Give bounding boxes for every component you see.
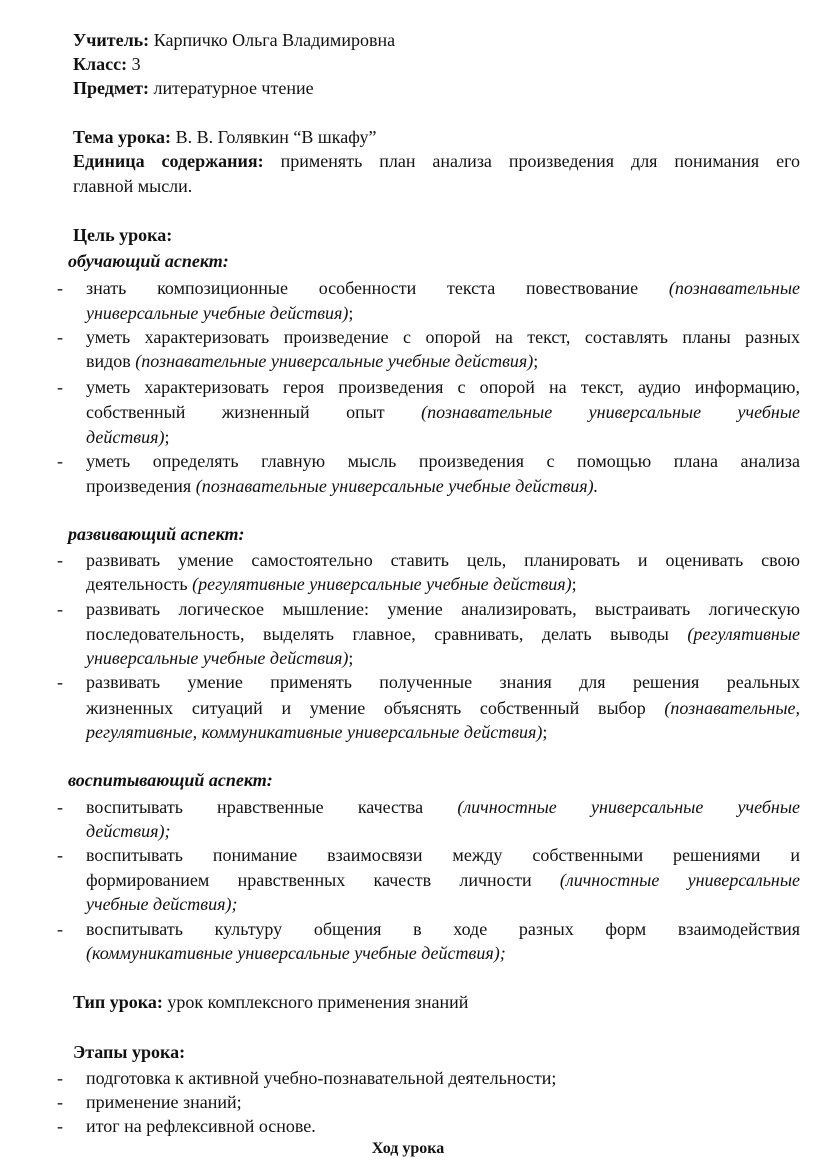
developing-item-2-category-cont: универсальные учебные действия) xyxy=(86,648,349,668)
teaching-item-4-line-2 xyxy=(86,477,598,495)
teaching-item-4-line-1: уметь определять главную мысль произведения с помощью плана анализа xyxy=(86,451,800,471)
upbringing-item-1-line-1 xyxy=(86,798,800,816)
topic-value: В. В. Голявкин “В шкафу” xyxy=(175,127,377,147)
teaching-aspect-heading: обучающий аспект: xyxy=(68,251,229,271)
content-unit-text-1: применять план анализа произведения для понимания его xyxy=(280,151,801,171)
developing-item-2-category: (регулятивные xyxy=(687,624,800,644)
teaching-item-3-text: собственный жизненный опыт xyxy=(86,402,385,422)
bullet-dash: - xyxy=(57,550,63,570)
developing-item-3-category: (познавательные, xyxy=(664,698,800,718)
developing-item-2-end: ; xyxy=(348,648,354,668)
teaching-item-2-line-2 xyxy=(86,352,538,370)
teaching-item-3-line-1: уметь характеризовать героя произведения с опорой на текст, аудио информацию, xyxy=(86,377,800,397)
teaching-item-2-line-1: уметь характеризовать произведение с опорой на текст, составлять планы разных xyxy=(86,327,800,347)
bullet-dash: - xyxy=(57,278,63,298)
bullet-dash: - xyxy=(57,672,63,692)
stage-item: подготовка к активной учебно-познавательной деятельности; xyxy=(86,1068,557,1088)
upbringing-aspect-heading: воспитывающий аспект: xyxy=(68,770,273,790)
class-label: Класс: xyxy=(73,54,128,74)
developing-item-1-end: ; xyxy=(571,574,577,594)
developing-item-3-text: жизненных ситуаций и умение объяснять собственный выбор xyxy=(86,698,646,718)
teaching-item-2-end: ; xyxy=(533,351,539,371)
bullet-dash: - xyxy=(57,1116,63,1136)
upbringing-item-2-text: формированием нравственных качеств личности xyxy=(86,870,532,890)
teaching-item-1-line-1 xyxy=(86,279,800,297)
content-unit-line-2: главной мысли. xyxy=(73,176,193,196)
teaching-item-1-end: ; xyxy=(348,303,354,323)
developing-item-3-end: ; xyxy=(542,722,548,742)
class-line xyxy=(73,55,141,73)
teaching-item-1-text: знать композиционные особенности текста повествование xyxy=(86,278,639,298)
content-unit-label: Единица содержания: xyxy=(73,151,264,171)
developing-item-3-line-3 xyxy=(86,723,547,741)
developing-item-2-line-2 xyxy=(86,625,800,643)
goal-heading: Цель урока: xyxy=(73,225,173,245)
bullet-dash: - xyxy=(57,797,63,817)
teaching-item-3-category: (познавательные универсальные учебные xyxy=(421,402,800,422)
subject-line xyxy=(73,79,314,97)
lesson-course-heading: Ход урока xyxy=(371,1140,445,1157)
teaching-item-1-category: (познавательные xyxy=(668,278,800,298)
developing-aspect-heading: развивающий аспект: xyxy=(68,524,245,544)
lesson-type-line xyxy=(73,993,468,1011)
topic-line xyxy=(73,128,376,146)
bullet-dash: - xyxy=(57,1092,63,1112)
teaching-item-2-text: видов xyxy=(86,351,131,371)
developing-item-2-line-1: развивать логическое мышление: умение анализировать, выстраивать логическую xyxy=(86,599,800,619)
developing-item-3-line-1: развивать умение применять полученные знания для решения реальных xyxy=(86,672,800,692)
upbringing-item-2-line-1: воспитывать понимание взаимосвязи между собственными решениями и xyxy=(86,845,800,865)
teaching-item-3-line-3 xyxy=(86,428,170,446)
stages-heading: Этапы урока: xyxy=(73,1042,186,1062)
developing-item-2-text: последовательность, выделять главное, сравнивать, делать выводы xyxy=(86,624,669,644)
developing-item-1-line-1: развивать умение самостоятельно ставить цель, планировать и оценивать свою xyxy=(86,550,800,570)
teaching-item-3-category-cont: действия) xyxy=(86,427,165,447)
upbringing-item-3-line-1: воспитывать культуру общения в ходе разных форм взаимодействия xyxy=(86,919,800,939)
upbringing-item-2-line-3: учебные действия); xyxy=(86,894,238,914)
developing-item-1-text: деятельность xyxy=(86,574,188,594)
teaching-item-2-category: (познавательные универсальные учебные действия) xyxy=(135,351,534,371)
developing-item-1-category: (регулятивные универсальные учебные действия) xyxy=(192,574,572,594)
upbringing-item-1-category: (личностные универсальные учебные xyxy=(457,797,801,817)
stage-item: применение знаний; xyxy=(86,1092,242,1112)
bullet-dash: - xyxy=(57,327,63,347)
bullet-dash: - xyxy=(57,919,63,939)
subject-label: Предмет: xyxy=(73,78,149,98)
upbringing-item-1-text: воспитывать нравственные качества xyxy=(86,797,424,817)
class-value: 3 xyxy=(131,54,141,74)
bullet-dash: - xyxy=(57,845,63,865)
bullet-dash: - xyxy=(57,451,63,471)
bullet-dash: - xyxy=(57,377,63,397)
teaching-item-1-category-cont: универсальные учебные действия) xyxy=(86,303,349,323)
lesson-type-label: Тип урока: xyxy=(73,992,163,1012)
teacher-line xyxy=(73,31,395,49)
teaching-item-3-end: ; xyxy=(164,427,170,447)
developing-item-3-line-2 xyxy=(86,699,800,717)
subject-value: литературное чтение xyxy=(153,78,314,98)
teaching-item-4-category: (познавательные универсальные учебные действия). xyxy=(195,476,599,496)
teacher-label: Учитель: xyxy=(73,30,150,50)
bullet-dash: - xyxy=(57,599,63,619)
upbringing-item-1-line-2: действия); xyxy=(86,821,171,841)
teacher-value: Карпичко Ольга Владимировна xyxy=(153,30,396,50)
teaching-item-4-text: произведения xyxy=(86,476,192,496)
upbringing-item-2-category: (личностные универсальные xyxy=(559,870,801,890)
lesson-type-value: урок комплексного применения знаний xyxy=(167,992,469,1012)
topic-label: Тема урока: xyxy=(73,127,172,147)
teaching-item-3-line-2 xyxy=(86,403,800,421)
upbringing-item-2-line-2 xyxy=(86,871,800,889)
stage-item: итог на рефлексивной основе. xyxy=(86,1116,316,1136)
developing-item-1-line-2 xyxy=(86,575,577,593)
bullet-dash: - xyxy=(57,1068,63,1088)
content-unit-line-1 xyxy=(73,152,800,170)
upbringing-item-3-line-2: (коммуникативные универсальные учебные действия); xyxy=(86,943,506,963)
teaching-item-1-line-2 xyxy=(86,304,353,322)
developing-item-3-category-cont: регулятивные, коммуникативные универсальные действия) xyxy=(86,722,543,742)
developing-item-2-line-3 xyxy=(86,649,353,667)
